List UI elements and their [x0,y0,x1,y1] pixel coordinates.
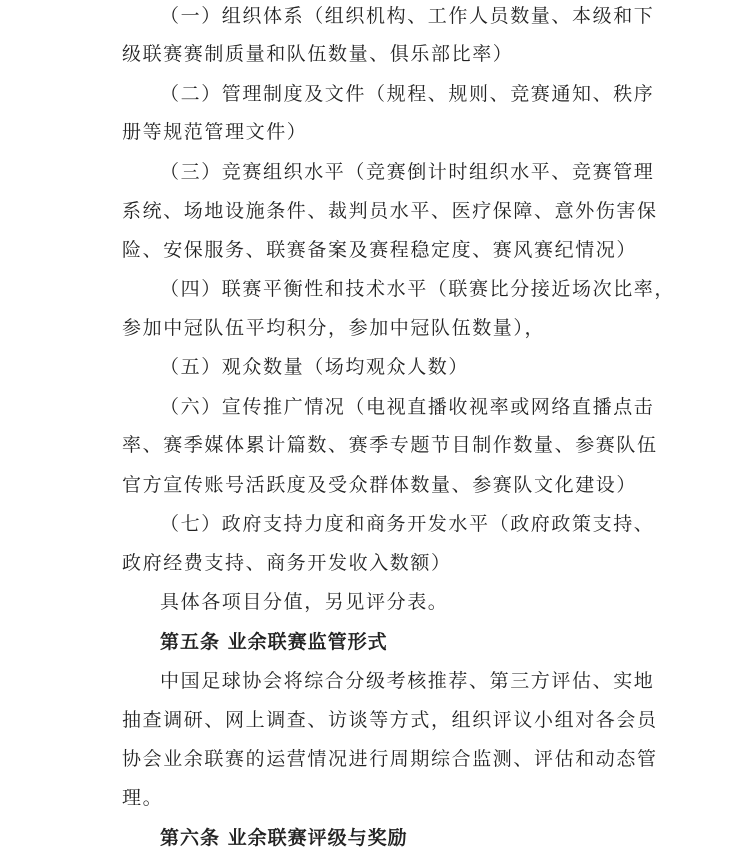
item-6-line-3: 官方宣传账号活跃度及受众群体数量、参赛队文化建设） [122,474,638,496]
article-5-para-line-2: 抽查调研、网上调查、访谈等方式，组织评议小组对各会员 [122,709,658,731]
article-6-heading: 第六条 业余联赛评级与奖励 [160,827,408,849]
article-5-para-line-3: 协会业余联赛的运营情况进行周期综合监测、评估和动态管 [122,748,658,770]
item-2-line-1: （二）管理制度及文件（规程、规则、竞赛通知、秩序 [160,83,655,105]
item-3-line-1: （三）竞赛组织水平（竞赛倒计时组织水平、竞赛管理 [160,161,655,183]
score-note: 具体各项目分值，另见评分表。 [160,591,449,613]
item-7-line-2: 政府经费支持、商务开发收入数额） [122,552,452,574]
item-3-line-3: 险、安保服务、联赛备案及赛程稳定度、赛风赛纪情况） [122,239,638,261]
article-5-para-line-4: 理。 [122,787,164,809]
item-2-line-2: 册等规范管理文件） [122,121,308,143]
item-4-line-1: （四）联赛平衡性和技术水平（联赛比分接近场次比率， [160,278,676,300]
item-6-line-2: 率、赛季媒体累计篇数、赛季专题节目制作数量、参赛队伍 [122,434,658,456]
item-1-line-1: （一）组织体系（组织机构、工作人员数量、本级和下 [160,5,655,27]
item-4-line-2: 参加中冠队伍平均积分，参加中冠队伍数量）， [122,317,546,339]
item-3-line-2: 系统、场地设施条件、裁判员水平、医疗保障、意外伤害保 [122,200,658,222]
item-5-line-1: （五）观众数量（场均观众人数） [160,356,470,378]
item-1-line-2: 级联赛赛制质量和队伍数量、俱乐部比率） [122,43,514,65]
article-5-para-line-1: 中国足球协会将综合分级考核推荐、第三方评估、实地 [160,670,655,692]
item-6-line-1: （六）宣传推广情况（电视直播收视率或网络直播点击 [160,396,655,418]
item-7-line-1: （七）政府支持力度和商务开发水平（政府政策支持、 [160,513,655,535]
article-5-heading: 第五条 业余联赛监管形式 [160,631,388,653]
